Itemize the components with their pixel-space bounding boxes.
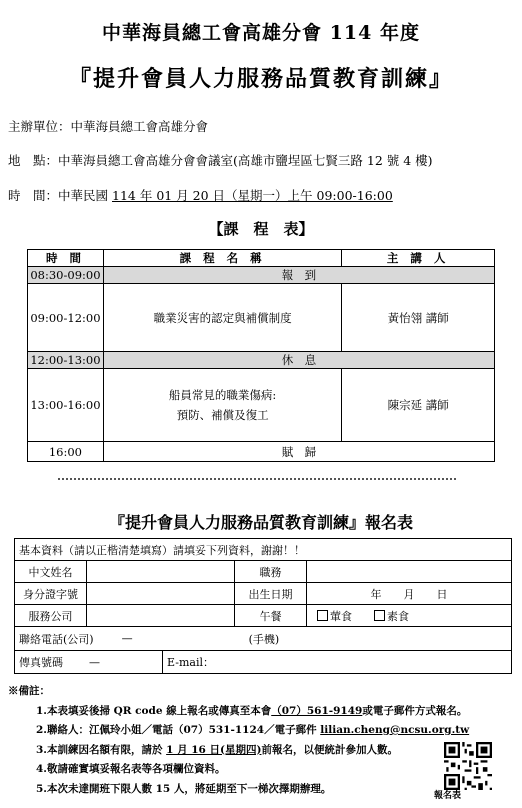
schedule-table: [27, 249, 495, 462]
row-course: 賦 歸: [103, 442, 494, 462]
qr-label: 報名表: [434, 791, 462, 801]
id-input[interactable]: [87, 583, 235, 604]
qr-code-icon[interactable]: [444, 742, 492, 790]
row-speaker: 黃怡翎 講師: [342, 284, 495, 352]
notes-heading: ※備註：: [8, 685, 50, 697]
row-time: 16:00: [28, 442, 104, 462]
row-course-line2: 預防、補償及復工: [176, 408, 269, 422]
form-intro: 基本資料（請以正楷清楚填寫）請填妥下列資料，謝謝！！: [19, 543, 305, 557]
name-input[interactable]: [87, 561, 235, 582]
note-2: 2.聯絡人：江佩玲小姐／電話（07）531-1124／電子郵件 lilian.cheng@ncsu.org.tw: [36, 724, 470, 736]
mobile-label: (手機): [248, 632, 280, 646]
veg-label: 素食: [387, 609, 409, 623]
job-label: 職務: [235, 561, 307, 582]
form-row-phone: [15, 627, 511, 651]
time-label: 時 間：: [8, 188, 59, 203]
company-input[interactable]: [87, 605, 235, 626]
notes: [8, 682, 469, 799]
email-label: E-mail：: [167, 656, 214, 669]
form-row-id: [15, 583, 511, 605]
row-time: 12:00-13:00: [28, 352, 104, 369]
row-speaker: 陳宗延 講師: [342, 369, 495, 442]
note-4: 4.敬請確實填妥報名表等各項欄位資料。: [36, 763, 226, 775]
form-row-name: [15, 561, 511, 583]
contact-email-link[interactable]: lilian.cheng@ncsu.org.tw: [320, 724, 470, 736]
row-time: 08:30-09:00: [28, 267, 104, 284]
row-course: 休 息: [103, 352, 494, 369]
table-row: [28, 352, 495, 369]
event-title: 中華海員總工會高雄分會 114 年度: [102, 22, 420, 44]
phone-field[interactable]: [15, 627, 511, 650]
location-value: 中華海員總工會高雄分會會議室(高雄市鹽埕區七賢三路 12 號 4 樓): [58, 153, 433, 168]
job-input[interactable]: [307, 561, 511, 582]
meat-checkbox[interactable]: [317, 610, 328, 621]
note-3: 3.本訓練因名額有限，請於 1 月 16 日(星期四)前報名，以便統計參加人數。: [36, 743, 398, 756]
fax-field[interactable]: [15, 651, 163, 673]
organizer-value: 中華海員總工會高雄分會: [70, 119, 209, 134]
row-course: [103, 369, 341, 442]
table-row: [28, 267, 495, 284]
location-label: 地 點：: [8, 153, 59, 168]
cut-line: [58, 478, 456, 480]
row-course-line1: 船員常見的職業傷病:: [168, 388, 277, 402]
row-course: 職業災害的認定與補償制度: [103, 284, 341, 352]
email-field[interactable]: [163, 651, 511, 673]
fax-number: （07）561-9149: [271, 704, 363, 717]
organizer-label: 主辦單位：: [8, 119, 71, 134]
deadline-date: 1 月 16 日(星期四): [166, 743, 262, 756]
header-time: 時 間: [28, 250, 104, 267]
form-title: 『提升會員人力服務品質教育訓練』報名表: [108, 513, 413, 532]
training-title: 『提升會員人力服務品質教育訓練』: [68, 66, 453, 92]
veg-checkbox[interactable]: [374, 610, 385, 621]
time-value: 114 年 01 月 20 日（星期一）上午 09:00-16:00: [112, 188, 393, 203]
table-row: [28, 442, 495, 462]
phone-dash: —: [121, 632, 133, 645]
time-prefix: 中華民國: [58, 188, 109, 203]
name-label: 中文姓名: [15, 561, 87, 582]
time-line: [8, 186, 393, 204]
form-intro-row: [15, 539, 511, 561]
organizer-line: [8, 117, 208, 135]
note-1: 1.本表填妥後掃 QR code 線上報名或傳真至本會（07）561-9149或電子郵件方式報名。: [36, 704, 468, 717]
registration-form: [14, 538, 512, 674]
note-5: 5.本次未達開班下限人數 15 人，將延期至下一梯次擇期辦理。: [36, 782, 332, 795]
schedule-title: 【課 程 表】: [208, 220, 314, 238]
phone-label: 聯絡電話(公司): [19, 632, 94, 646]
company-label: 服務公司: [15, 605, 87, 626]
lunch-label: 午餐: [235, 605, 307, 626]
location-line: [8, 151, 433, 169]
id-label: 身分證字號: [15, 583, 87, 604]
row-course: 報 到: [103, 267, 494, 284]
schedule-header-row: [28, 250, 495, 267]
table-row: [28, 369, 495, 442]
birth-label: 出生日期: [235, 583, 307, 604]
lunch-options: [307, 605, 511, 626]
fax-label: 傳真號碼: [19, 656, 63, 669]
row-time: 09:00-12:00: [28, 284, 104, 352]
form-row-fax: [15, 651, 511, 673]
form-row-company: [15, 605, 511, 627]
table-row: [28, 284, 495, 352]
header-speaker: 主 講 人: [342, 250, 495, 267]
header-course: 課 程 名 稱: [103, 250, 341, 267]
birth-input[interactable]: 年 月 日: [370, 587, 448, 601]
meat-label: 葷食: [330, 609, 352, 623]
fax-dash: —: [89, 655, 100, 669]
row-time: 13:00-16:00: [28, 369, 104, 442]
